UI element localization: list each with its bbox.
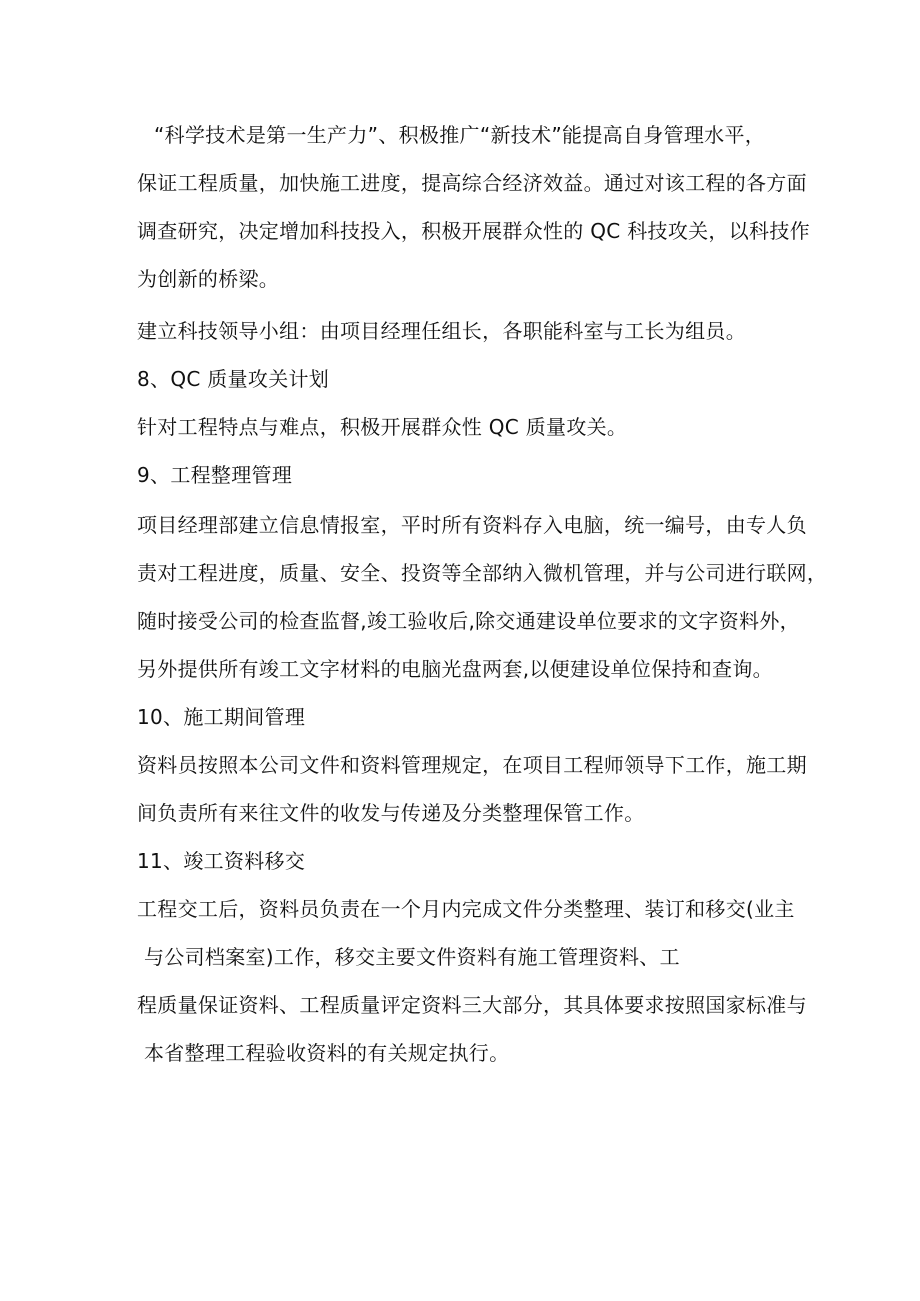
paragraph-line: 针对工程特点与难点，积极开展群众性 QC 质量攻关。 (137, 415, 628, 439)
paragraph-line: 程质量保证资料、工程质量评定资料三大部分，其具体要求按照国家标准与 (137, 993, 807, 1017)
paragraph-line: “科学技术是第一生产力”、积极推广“新技术”能提高自身管理水平， (154, 123, 766, 147)
section-heading: 9、工程整理管理 (137, 463, 293, 487)
paragraph-line: 另外提供所有竣工文字材料的电脑光盘两套,以便建设单位保持和查询。 (137, 657, 773, 681)
paragraph-line: 项目经理部建立信息情报室，平时所有资料存入电脑，统一编号，由专人负 (137, 513, 807, 537)
paragraph-line: 为创新的桥梁。 (137, 267, 280, 291)
paragraph-line: 随时接受公司的检查监督,竣工验收后,除交通建设单位要求的文字资料外， (137, 609, 800, 633)
section-heading: 10、施工期间管理 (137, 705, 306, 729)
paragraph-line: 保证工程质量，加快施工进度，提高综合经济效益。通过对该工程的各方面 (137, 171, 807, 195)
paragraph-line: 资料员按照本公司文件和资料管理规定，在项目工程师领导下工作，施工期 (137, 753, 807, 777)
paragraph-line: 调查研究，决定增加科技投入，积极开展群众性的 QC 科技攻关，以科技作 (137, 219, 810, 243)
section-heading: 8、QC 质量攻关计划 (137, 367, 330, 391)
paragraph-line: 与公司档案室)工作，移交主要文件资料有施工管理资料、工 (144, 945, 680, 969)
paragraph-line: 责对工程进度，质量、安全、投资等全部纳入微机管理，并与公司进行联网， (137, 561, 828, 585)
paragraph-line: 间负责所有来往文件的收发与传递及分类整理保管工作。 (137, 801, 645, 825)
paragraph-line: 建立科技领导小组：由项目经理任组长，各职能科室与工长为组员。 (137, 319, 746, 343)
paragraph-line: 工程交工后，资料员负责在一个月内完成文件分类整理、装订和移交(业主 (137, 897, 795, 921)
paragraph-line: 本省整理工程验收资料的有关规定执行。 (144, 1041, 510, 1065)
section-heading: 11、竣工资料移交 (137, 849, 306, 873)
